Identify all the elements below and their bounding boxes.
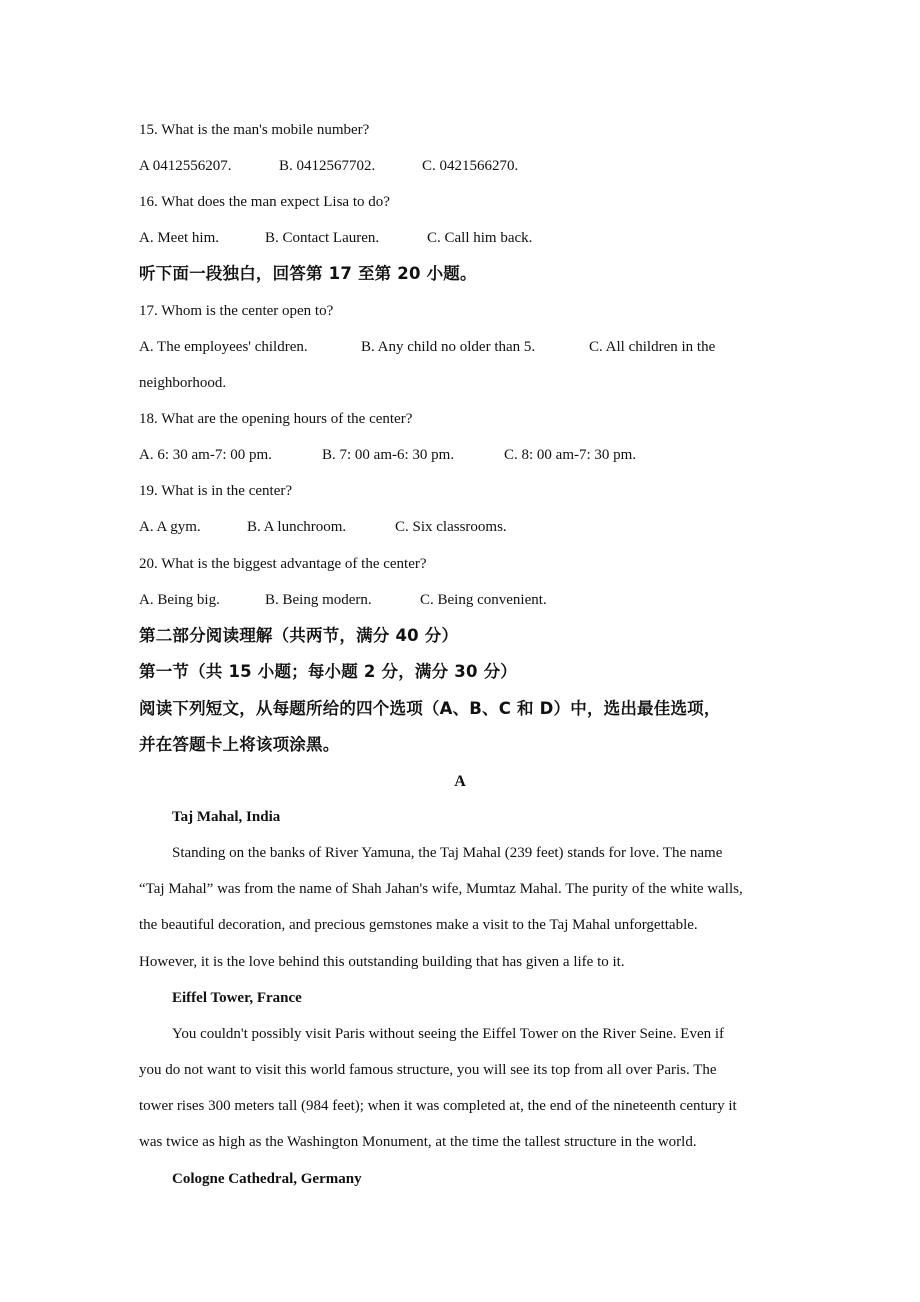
option-a: A. A gym. — [139, 519, 201, 535]
option-a: A. Meet him. — [139, 230, 219, 246]
option-a: A. 6: 30 am-7: 00 pm. — [139, 447, 272, 463]
paragraph-line: you do not want to visit this world famous structure, you will see its top from all over Paris. The — [139, 1062, 717, 1078]
option-b: B. Being modern. — [265, 592, 372, 608]
question-15-options — [139, 157, 518, 175]
option-c: C. Six classrooms. — [395, 519, 507, 535]
question-17: 17. Whom is the center open to? — [139, 303, 334, 319]
paragraph-line: was twice as high as the Washington Monument, at the time the tallest structure in the world. — [139, 1134, 697, 1150]
option-c: C. All children in the — [589, 339, 716, 355]
question-19: 19. What is in the center? — [139, 483, 293, 499]
option-a: A. The employees' children. — [139, 339, 308, 355]
question-19-options — [139, 518, 507, 536]
question-16: 16. What does the man expect Lisa to do? — [139, 194, 390, 210]
section-heading-eiffel-tower: Eiffel Tower, France — [172, 990, 302, 1006]
paragraph-line: However, it is the love behind this outstanding building that has given a life to it. — [139, 954, 625, 970]
paragraph-line: tower rises 300 meters tall (984 feet); when it was completed at, the end of the nineteenth century it — [139, 1098, 737, 1114]
section-heading-cologne-cathedral: Cologne Cathedral, Germany — [172, 1171, 362, 1187]
option-c: C. 0421566270. — [422, 158, 519, 174]
option-a: A. Being big. — [139, 592, 220, 608]
paragraph-line: “Taj Mahal” was from the name of Shah Jahan's wife, Mumtaz Mahal. The purity of the white walls, — [139, 881, 743, 897]
part-title: 第二部分阅读理解（共两节，满分 40 分） — [139, 626, 459, 645]
question-15: 15. What is the man's mobile number? — [139, 122, 370, 138]
question-16-options — [139, 229, 532, 247]
question-17-option-c-wrap: neighborhood. — [139, 375, 227, 391]
section-heading-taj-mahal: Taj Mahal, India — [172, 809, 281, 825]
instruction-line-1: 阅读下列短文，从每题所给的四个选项（A、B、C 和 D）中，选出最佳选项， — [139, 699, 721, 718]
option-b: B. 0412567702. — [279, 158, 376, 174]
instruction-line-2: 并在答题卡上将该项涂黑。 — [139, 735, 340, 754]
option-a: A 0412556207. — [139, 158, 232, 174]
question-20: 20. What is the biggest advantage of the center? — [139, 556, 427, 572]
option-b: B. Contact Lauren. — [265, 230, 380, 246]
option-c: C. Call him back. — [427, 230, 533, 246]
passage-label: A — [454, 773, 466, 790]
paragraph-line: Standing on the banks of River Yamuna, the Taj Mahal (239 feet) stands for love. The name — [172, 845, 723, 861]
option-c: C. Being convenient. — [420, 592, 547, 608]
question-18-options — [139, 446, 636, 464]
paragraph-line: the beautiful decoration, and precious gemstones make a visit to the Taj Mahal unforgettable. — [139, 917, 698, 933]
section-title: 第一节（共 15 小题；每小题 2 分，满分 30 分） — [139, 662, 517, 681]
monologue-instruction: 听下面一段独白，回答第 17 至第 20 小题。 — [139, 264, 477, 283]
question-20-options — [139, 591, 547, 609]
option-b: B. 7: 00 am-6: 30 pm. — [322, 447, 455, 463]
option-b: B. Any child no older than 5. — [361, 339, 536, 355]
question-17-options — [139, 338, 715, 356]
option-c: C. 8: 00 am-7: 30 pm. — [504, 447, 637, 463]
question-18: 18. What are the opening hours of the center? — [139, 411, 413, 427]
paragraph-line: You couldn't possibly visit Paris without seeing the Eiffel Tower on the River Seine. Even if — [172, 1026, 725, 1042]
option-b: B. A lunchroom. — [247, 519, 347, 535]
